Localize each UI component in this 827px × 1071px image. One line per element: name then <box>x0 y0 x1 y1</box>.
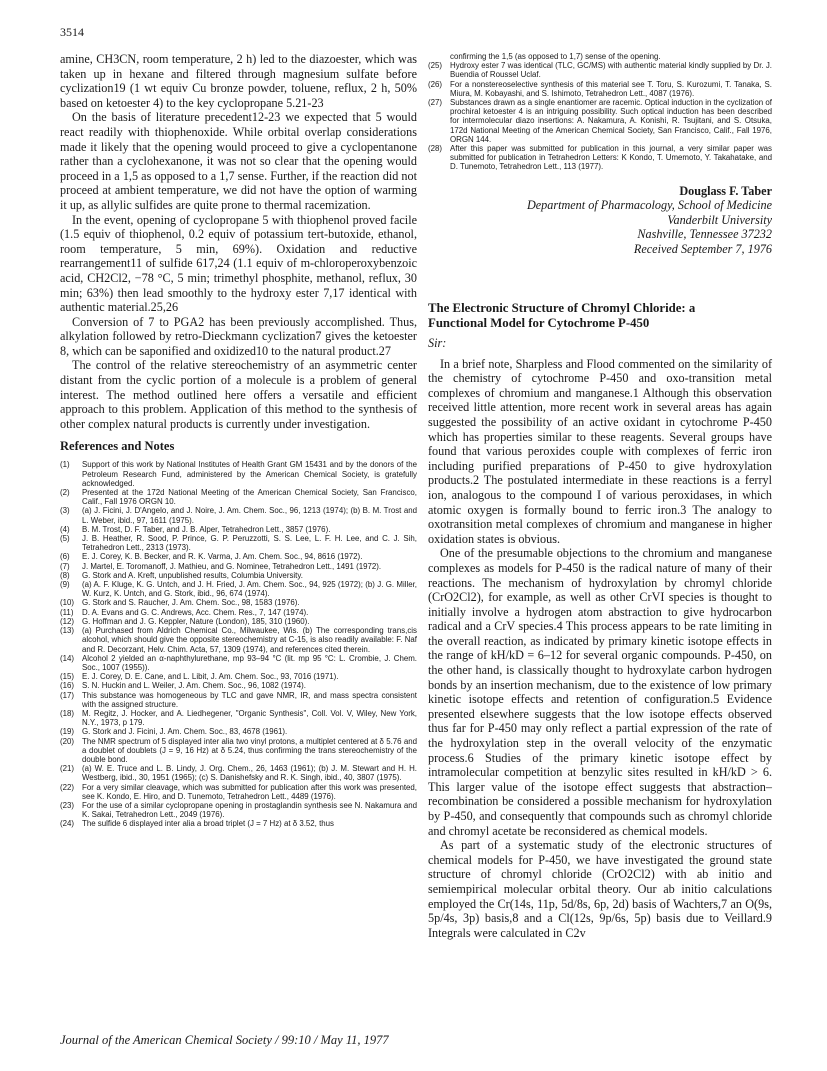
author-name: Douglass F. Taber <box>679 183 772 198</box>
reference-item <box>60 764 417 782</box>
reference-number: (19) <box>60 727 75 737</box>
reference-item <box>60 617 417 626</box>
reference-text: (a) J. Ficini, J. D'Angelo, and J. Noire, J. Am. Chem. Soc., 96, 1213 (1974); (b) B. M. Trost and L. Weber, ibid., 97, 1611 (1975). <box>82 506 417 525</box>
article-body-text <box>428 357 772 941</box>
reference-text: After this paper was submitted for publication in this journal, a very similar paper was submitted for publication in Tetrahedron Letters: K Kondo, T. Umemoto, Y. Takahatake, and D. Tunemoto, Tetrahedron Lett., 113 (1977). <box>450 144 772 172</box>
reference-item <box>60 571 417 580</box>
author-department: Department of Pharmacology, School of Medicine <box>526 198 772 213</box>
author-signature <box>428 184 772 257</box>
reference-item <box>60 737 417 765</box>
reference-number: (5) <box>60 534 70 544</box>
reference-text: (a) Purchased from Aldrich Chemical Co., Milwaukee, Wis. (b) The corresponding trans,cis alcohol, which should give the opposite stereochemistry at C-15, is also readily available: F. Naf and R. Decorzant, Helv. Chim. Acta, 57, 1309 (1974), and references cited therein. <box>82 626 417 654</box>
reference-number: (4) <box>60 524 70 534</box>
body-paragraph: amine, CH3CN, room temperature, 2 h) led to the diazoester, which was taken up in hexane and filtered through magnesium sulfate before cyclization19 (1 wt equiv Cu bronze powder, toluene, reflux, 2 h, 50% based on ketoester 4) to the key cyclopropane 5.21-23 <box>60 52 417 110</box>
reference-text: S. N. Huckin and L. Weiler, J. Am. Chem. Soc., 96, 1082 (1974). <box>82 681 306 691</box>
reference-number: (14) <box>60 653 75 663</box>
article-title-line2: Functional Model for Cytochrome P-450 <box>428 315 650 330</box>
reference-number: (11) <box>60 607 74 617</box>
right-column <box>428 52 772 940</box>
reference-number: (20) <box>60 736 75 746</box>
reference-text: confirming the 1,5 (as opposed to 1,7) sense of the opening. <box>450 52 661 61</box>
reference-item <box>60 580 417 598</box>
reference-item <box>60 608 417 617</box>
reference-text: (a) W. E. Truce and L. B. Lindy, J. Org. Chem., 26, 1463 (1961); (b) J. M. Stewart and H. H. Westberg, ibid., 30, 1951 (1965); (c) S. Danishefsky and R. K. Singh, ibid., 40, 3807 (1975). <box>82 764 417 783</box>
reference-text: B. M. Trost, D. F. Taber, and J. B. Alper, Tetrahedron Lett., 3857 (1976). <box>82 524 331 534</box>
reference-number: (15) <box>60 672 75 682</box>
reference-item <box>60 819 417 828</box>
reference-item <box>60 626 417 654</box>
reference-item <box>60 488 417 506</box>
body-paragraph: Conversion of 7 to PGA2 has been previously accomplished. Thus, alkylation followed by retro-Dieckmann cyclization7 gives the ketoester 8, which can be saponified and oxidized10 to the natural product.27 <box>60 314 417 358</box>
reference-number: (16) <box>60 681 75 691</box>
reference-item <box>60 534 417 552</box>
body-paragraph: In the event, opening of cyclopropane 5 with thiophenol proved facile (1.5 equiv of thiophenol, 0.2 equiv of potassium tert-butoxide, ethanol, room temperature, 5 min, 69%). Oxidation and reductive rearrangement11 of sulfide 617,24 (1.1 equiv of m-chloroperoxybenzoic acid, CH2Cl2, −78 °C, 5 min; trimethyl phosphite, methanol, reflux, 30 min; 63%) then lead smoothly to the hydroxy ester 7,17 identical with authentic material.25,26 <box>60 212 417 315</box>
references-heading: References and Notes <box>60 439 175 454</box>
received-date: Received September 7, 1976 <box>633 242 772 257</box>
author-city: Nashville, Tennessee 37232 <box>637 227 772 242</box>
reference-text: J. Martel, E. Toromanoff, J. Mathieu, and G. Nominee, Tetrahedron Lett., 1491 (1972). <box>82 561 382 571</box>
reference-text: G. Stork and S. Raucher, J. Am. Chem. Soc., 98, 1583 (1976). <box>82 598 300 608</box>
reference-number: (10) <box>60 598 75 608</box>
author-university: Vanderbilt University <box>667 212 772 227</box>
reference-text: Presented at the 172d National Meeting of the American Chemical Society, San Francisco, Calif., Fall 1976 ORGN 10. <box>82 488 417 507</box>
reference-item <box>60 672 417 681</box>
journal-footer: Journal of the American Chemical Society / 99:10 / May 11, 1977 <box>60 1033 389 1047</box>
body-paragraph: The control of the relative stereochemistry of an asymmetric center distant from the cyclic portion of a molecule is a problem of general interest. The method outlined here offers a versatile and efficient approach to this problem. Application of this method to the synthesis of other complex natural products is currently under investigation. <box>60 358 417 431</box>
reference-item <box>428 61 772 79</box>
reference-item <box>60 783 417 801</box>
reference-item <box>428 144 772 172</box>
reference-text: D. A. Evans and G. C. Andrews, Acc. Chem. Res., 7, 147 (1974). <box>82 607 309 617</box>
reference-item <box>428 52 772 61</box>
reference-text: J. B. Heather, R. Sood, P. Prince, G. P. Peruzzotti, S. S. Lee, L. F. H. Lee, and C. J. Sih, Tetrahedron Lett., 2313 (1973). <box>82 534 417 553</box>
reference-item <box>60 709 417 727</box>
reference-text: The sulfide 6 displayed inter alia a broad triplet (J = 7 Hz) at δ 3.52, thus <box>82 819 334 829</box>
left-body-text <box>60 52 417 431</box>
reference-number: (7) <box>60 561 70 571</box>
reference-text: Alcohol 2 yielded an α-naphthylurethane, mp 93–94 °C (lit. mp 95 °C: L. Crombie, J. Chem. Soc., 1007 (1955)). <box>82 653 417 672</box>
reference-item <box>60 681 417 690</box>
reference-text: (a) A. F. Kluge, K. G. Untch, and J. H. Fried, J. Am. Chem. Soc., 94, 925 (1972); (b) J. G. Miller, W. Kurz, K. Untch, and G. Stork, ibid., 96, 674 (1974). <box>82 580 417 599</box>
reference-number: (18) <box>60 708 75 718</box>
reference-number: (28) <box>428 144 443 154</box>
reference-number: (12) <box>60 616 75 626</box>
reference-item <box>60 460 417 488</box>
reference-text: E. J. Corey, D. E. Cane, and L. Libit, J. Am. Chem. Soc., 93, 7016 (1971). <box>82 672 339 682</box>
reference-item <box>60 801 417 819</box>
reference-item <box>60 525 417 534</box>
body-paragraph: In a brief note, Sharpless and Flood commented on the similarity of the chemistry of cytochrome P-450 and oxo-transition metal complexes of chromium and manganese.1 Although this observation received little attention, more recent work in several areas has again suggested the possibility of an active oxidant in cytochrome P-450 which has properties similar to these reagents. Several groups have found that various peroxides couple with complexes of ferric iron including purified preparations of P-450 to give hydroxylation products.2 The postulated intermediate in these reactions is a ferryl ion, analogous to the compound I of various peroxidases, in which atomic oxygen is formally bound to ferric iron.3 The analogy to oxotransition metal complexes of chromium and manganese in higher oxidation states is obvious. <box>428 356 772 546</box>
reference-number: (21) <box>60 764 75 774</box>
reference-number: (13) <box>60 626 75 636</box>
reference-item <box>60 691 417 709</box>
reference-text: For the use of a similar cyclopropane opening in prostaglandin synthesis see N. Nakamura and K. Sakai, Tetrahedron Lett., 2049 (1976). <box>82 800 417 820</box>
reference-item <box>428 80 772 98</box>
body-paragraph: On the basis of literature precedent12-23 we expected that 5 would react readily with thiophenoxide. While orbital overlap considerations made it likely that the opening would proceed to give a cyclopentanone rather than a cyclohexanone, it was not so clear that the opening would proceed in a 1,5 as opposed to a 1,7 sense. Further, if the reaction did not proceed at ambient temperature, we did not have the option of warming it up, as allylic sulfides are quite prone to thermal racemization. <box>60 110 417 212</box>
reference-item <box>60 562 417 571</box>
reference-text: Support of this work by National Institutes of Health Grant GM 15431 and by the donors of the Petroleum Research Fund, administered by the American Chemical Society, is gratefully acknowledged. <box>82 460 417 488</box>
page-number: 3514 <box>60 25 84 39</box>
reference-item <box>60 552 417 561</box>
body-paragraph: As part of a systematic study of the electronic structures of chemical models for P-450, we have investigated the ground state structure of chromyl chloride (CrO2Cl2) with ab initio and semiempirical molecular orbital theory. Our ab initio calculations employed the Cr(14s, 11p, 5d/8s, 6p, 2d) basis of Wachters,7 an O(9s, 5p/4s, 3p) basis,8 and a Cl(12s, 9p/6s, 5p) basis due to Veillard.9 Integrals were calculated in C2v <box>428 838 772 940</box>
reference-text: G. Stork and J. Ficini, J. Am. Chem. Soc., 83, 4678 (1961). <box>82 727 288 737</box>
reference-item <box>60 727 417 736</box>
body-paragraph: One of the presumable objections to the chromium and manganese complexes as models for P-450 is the radical nature of many of their reactions. The mechanism of hydroxylation by chromyl chloride (CrO2Cl2), for example, as well as other CrVI species is thought to initially involve a hydrogen atom abstraction to give hydrocarbon radical and a CrV species.4 This process appears to be rate limiting in the overall reaction, as indicated by primary kinetic isotope effects in the range of kH/kD = 6–12 for several organic compounds. P-450, on the other hand, is classically thought to hydroxylate carbon hydrogen bonds by an insertion mechanism, due to the existence of low primary kinetic isotope effects and retention of configuration.5 Evidence presented elsewhere suggests that the low isotope effects observed thus far for P-450 may only reflect a partial expression of the rate of the hydroxylation step in the overall velocity of the enzymatic process.6 Studies of the primary kinetic isotope effect by intramolecular competition at benzylic sites resulted in kH/kD > 6. This larger value of the isotope effect suggests that abstraction–recombination be considered a possible mechanism for hydroxylation by P-450, and consequently that compounds such as chromyl chloride and chromyl acetate be reconsidered as chemical models. <box>428 546 772 838</box>
reference-item <box>428 98 772 144</box>
reference-text: M. Regitz, J. Hocker, and A. Liedhegener, "Organic Synthesis", Coll. Vol. V, Wiley, New York, N.Y., 1973, p 179. <box>82 708 417 728</box>
reference-text: Hydroxy ester 7 was identical (TLC, GC/MS) with authentic material kindly supplied by Dr. J. Buendia of Roussel Uclaf. <box>450 61 772 80</box>
reference-text: This substance was homogeneous by TLC and gave NMR, IR, and mass spectra consistent with the assigned structure. <box>82 690 417 709</box>
reference-number: (26) <box>428 79 443 89</box>
reference-text: For a nonstereoselective synthesis of this material see T. Toru, S. Kurozumi, T. Tanaka, S. Miura, M. Kobayashi, and S. Ishimoto, Tetrahedron Lett., 4087 (1976). <box>450 79 772 98</box>
reference-number: (2) <box>60 488 70 498</box>
article-title-line1: The Electronic Structure of Chromyl Chloride: a <box>428 300 696 315</box>
reference-number: (23) <box>60 800 75 810</box>
reference-text: G. Hoffman and J. G. Keppler, Nature (London), 185, 310 (1960). <box>82 616 310 626</box>
article-title <box>428 301 772 331</box>
reference-number: (17) <box>60 690 75 700</box>
reference-number: (25) <box>428 61 443 71</box>
reference-text: The NMR spectrum of 5 displayed inter alia two vinyl protons, a multiplet centered at δ 5.76 and a doublet of doublets (J = 9, 16 Hz) at δ 5.24, thus confirming the trans stereochemistry of the double bond. <box>82 736 417 764</box>
reference-number: (22) <box>60 782 75 792</box>
reference-number: (1) <box>60 460 70 470</box>
references-list-right <box>428 52 772 172</box>
reference-number: (3) <box>60 506 70 516</box>
reference-number: (9) <box>60 580 70 590</box>
references-list-left <box>60 460 417 828</box>
salutation: Sir: <box>428 335 447 350</box>
reference-text: Substances drawn as a single enantiomer are racemic. Optical induction in the cyclization of prochiral ketoester 4 is an intriguing possibility. Such optical induction has been described for intermolecular diazo insertions: A. Nakamura, A. Konishi, R. Tsujitani, and S. Otsuka, 172d National Meeting of the American Chemical Society, San Francisco, Calif., Fall 1976, ORGN 144. <box>450 98 772 144</box>
reference-item <box>60 506 417 524</box>
reference-text: E. J. Corey, K. B. Becker, and R. K. Varma, J. Am. Chem. Soc., 94, 8616 (1972). <box>82 552 363 562</box>
reference-text: G. Stork and A. Kreft, unpublished results, Columbia University. <box>82 570 303 580</box>
reference-number: (27) <box>428 98 443 108</box>
reference-number: (6) <box>60 552 70 562</box>
reference-text: For a very similar cleavage, which was submitted for publication after this work was presented, see K. Kondo, E. Hiro, and D. Tunemoto, Tetrahedron Lett., 4489 (1976). <box>82 782 417 801</box>
left-column <box>60 52 417 829</box>
reference-item <box>60 598 417 607</box>
reference-number: (8) <box>60 570 70 580</box>
reference-number: (24) <box>60 819 75 829</box>
reference-item <box>60 654 417 672</box>
